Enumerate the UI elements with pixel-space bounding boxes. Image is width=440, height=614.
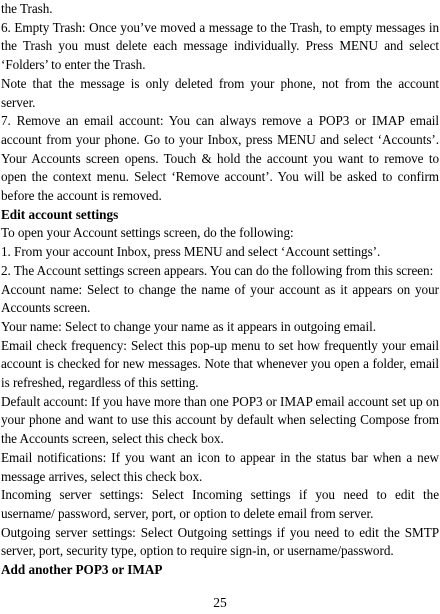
paragraph-trash-continuation: the Trash. xyxy=(1,1,53,16)
paragraph-outgoing-server: Outgoing server settings: Select Outgoing settings if you need to edit the SMTP server, port, security type, option to require sign-in, or username/password. xyxy=(1,524,439,559)
paragraph-empty-trash: 6. Empty Trash: Once you’ve moved a message to the Trash, to empty messages in the Trash you must delete each message individually. Press MENU and select ‘Folders’ to enter the Trash. xyxy=(1,19,439,73)
paragraph-delete-note: Note that the message is only deleted from your phone, not from the account server. xyxy=(1,75,439,110)
heading-edit-account-settings: Edit account settings xyxy=(1,206,119,222)
paragraph-email-notifications: Email notifications: If you want an icon to appear in the status bar when a new message arrives, select this check box. xyxy=(1,449,439,484)
paragraph-account-name: Account name: Select to change the name of your account as it appears on your Accounts screen. xyxy=(1,281,439,316)
page-number: 25 xyxy=(213,595,227,610)
heading-add-another-account: Add another POP3 or IMAP xyxy=(1,562,163,578)
paragraph-step-1: 1. From your account Inbox, press MENU and select ‘Account settings’. xyxy=(1,244,381,260)
paragraph-open-settings-intro: To open your Account settings screen, do the following: xyxy=(1,225,294,241)
paragraph-your-name: Your name: Select to change your name as it appears in outgoing email. xyxy=(1,318,376,334)
paragraph-remove-account: 7. Remove an email account: You can always remove a POP3 or IMAP email account from your phone. Go to your Inbox, press MENU and select ‘Accounts’. Your Accounts screen opens. Touch & hold the account you want to remove to open the context menu. Select ‘Remove account’. You will be asked to confirm before the account is removed. xyxy=(1,113,439,204)
paragraph-check-frequency: Email check frequency: Select this pop-up menu to set how frequently your email account is checked for new messages. Note that whenever you open a folder, email is refreshed, regardless of this setting. xyxy=(1,337,439,391)
paragraph-incoming-server: Incoming server settings: Select Incoming settings if you need to edit the username/ password, server, port, or option to delete email from server. xyxy=(1,487,439,521)
paragraph-step-2: 2. The Account settings screen appears. You can do the following from this screen: xyxy=(1,262,434,278)
paragraph-default-account: Default account: If you have more than one POP3 or IMAP email account set up on your phone and want to use this account by default when selecting Compose from the Accounts screen, select this check box. xyxy=(1,393,439,447)
